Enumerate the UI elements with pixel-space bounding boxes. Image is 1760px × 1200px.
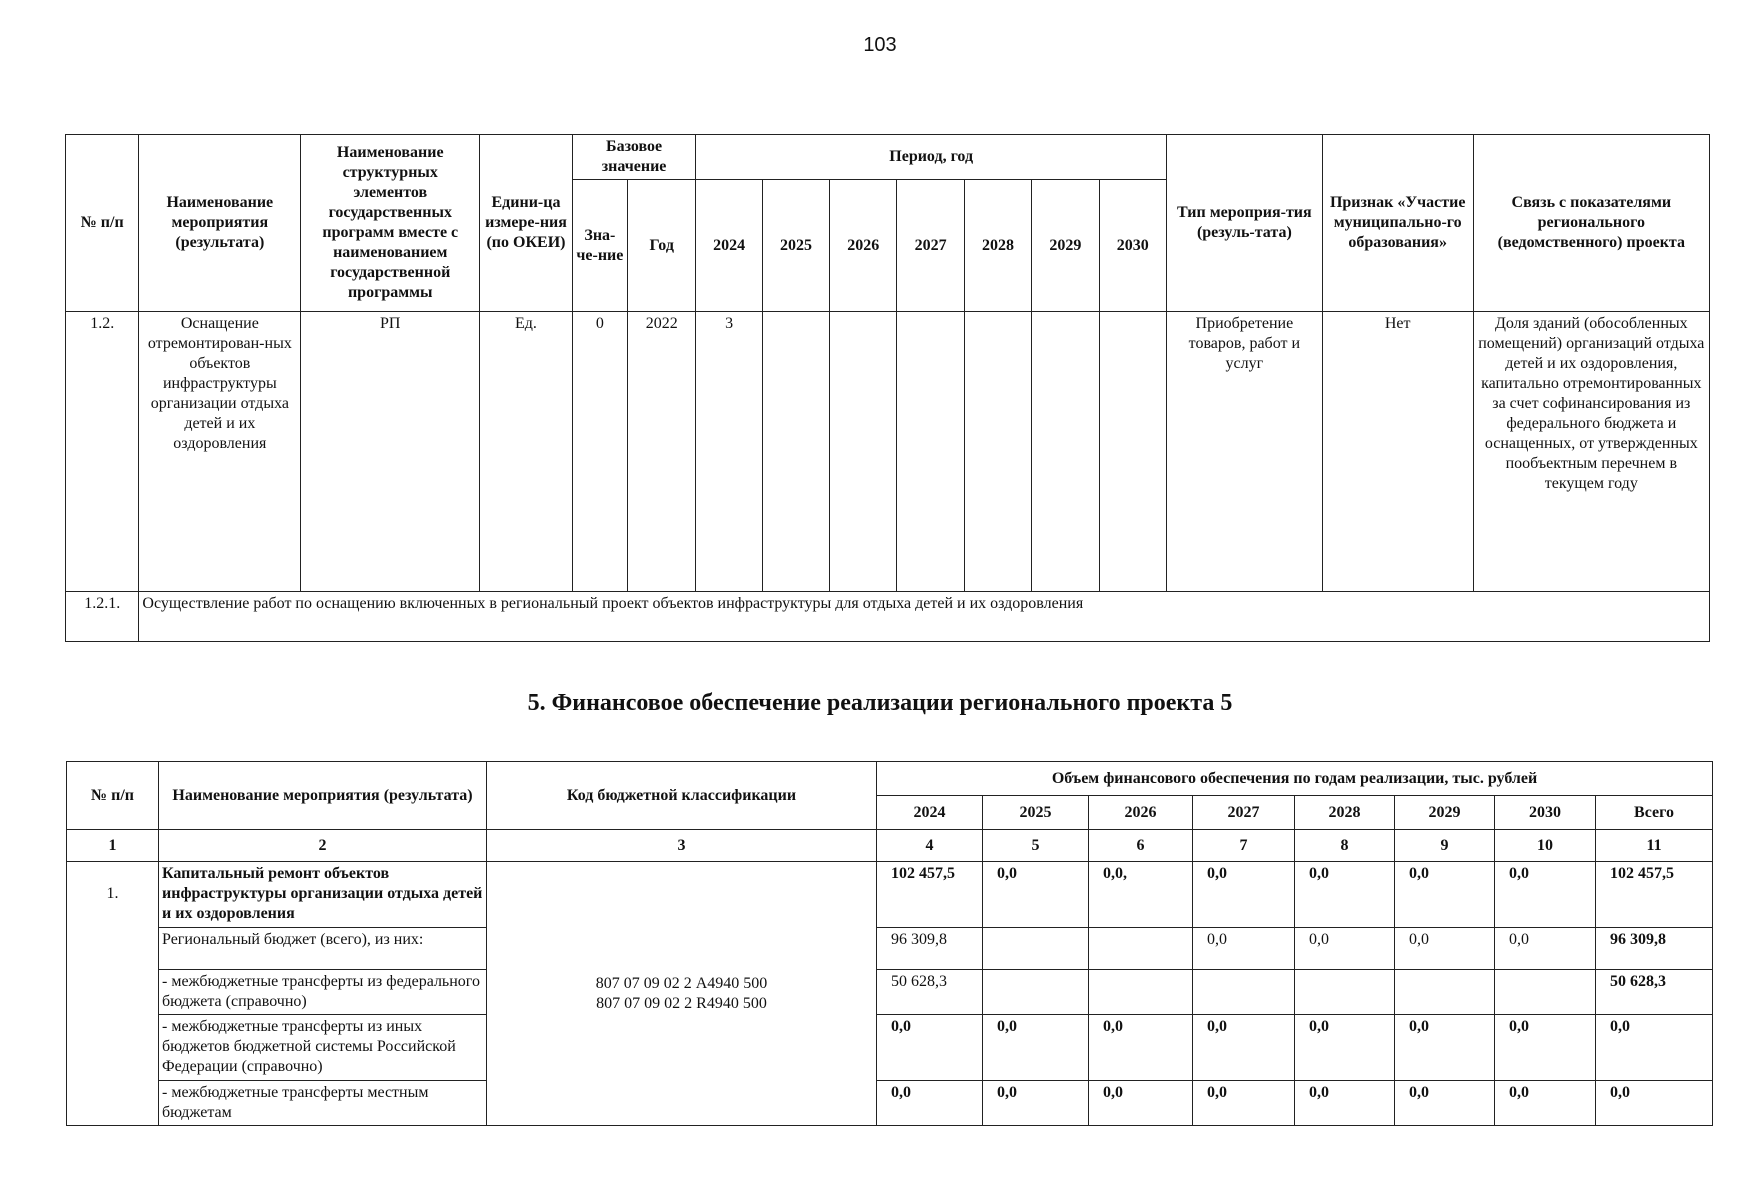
table-row [67, 1015, 1713, 1081]
index-cell: 4 [877, 830, 983, 862]
table-row [66, 592, 1710, 642]
header-year: 2024 [696, 180, 762, 312]
sub-num: 1.2.1. [66, 592, 139, 642]
header-year: 2025 [983, 796, 1089, 830]
value-cell: 0,0 [1193, 1015, 1295, 1081]
header-name: Наименование мероприятия (результата) [159, 762, 487, 830]
row-num: 1. [67, 862, 159, 1126]
row-name: - межбюджетные трансферты местным бюджетам [159, 1081, 487, 1126]
budget-code-text: 807 07 09 02 2 А4940 500 807 07 09 02 2 R4940 500 [595, 974, 768, 1012]
header-num: № п/п [66, 135, 139, 312]
value-cell: 0,0 [1193, 862, 1295, 928]
header-year: 2030 [1495, 796, 1596, 830]
header-num: № п/п [67, 762, 159, 830]
value-cell: 0,0 [1295, 1015, 1395, 1081]
value-cell: 0,0 [1495, 1015, 1596, 1081]
row-struct: РП [301, 312, 480, 592]
value-cell: 0,0 [1395, 1081, 1495, 1126]
header-municipal: Признак «Участие муниципально-го образования» [1322, 135, 1473, 312]
sub-text: Осуществление работ по оснащению включенных в региональный проект объектов инфраструктуры для отдыха детей и их оздоровления [139, 592, 1710, 642]
total-cell: 102 457,5 [1596, 862, 1713, 928]
value-cell: 0,0 [1089, 1015, 1193, 1081]
header-year: 2027 [897, 180, 964, 312]
header-year: 2029 [1395, 796, 1495, 830]
row-2027 [897, 312, 964, 592]
table-row [67, 928, 1713, 970]
index-row [67, 830, 1713, 862]
row-2026 [830, 312, 897, 592]
header-year: 2028 [964, 180, 1031, 312]
index-cell: 8 [1295, 830, 1395, 862]
header-name: Наименование мероприятия (результата) [139, 135, 301, 312]
row-base-year: 2022 [628, 312, 696, 592]
value-cell: 0,0 [1495, 862, 1596, 928]
row-name: Капитальный ремонт объектов инфраструктуры организации отдыха детей и их оздоровления [159, 862, 487, 928]
row-2025 [762, 312, 829, 592]
row-link: Доля зданий (обособленных помещений) организаций отдыха детей и их оздоровления, капитально отремонтированных за счет софинансирования из федерального бюджета и оснащенных, от утвержденных пообъектным перечнем в текущем году [1473, 312, 1709, 592]
header-year: 2024 [877, 796, 983, 830]
header-year: 2029 [1032, 180, 1099, 312]
header-code: Код бюджетной классификации [487, 762, 877, 830]
table-row [67, 1081, 1713, 1126]
value-cell [983, 970, 1089, 1015]
value-cell [1395, 970, 1495, 1015]
header-total: Всего [1596, 796, 1713, 830]
index-cell: 1 [67, 830, 159, 862]
row-unit: Ед. [480, 312, 573, 592]
index-cell: 6 [1089, 830, 1193, 862]
value-cell: 102 457,5 [877, 862, 983, 928]
value-cell: 0,0 [983, 862, 1089, 928]
value-cell: 0,0 [1089, 1081, 1193, 1126]
value-cell [1495, 970, 1596, 1015]
value-cell: 96 309,8 [877, 928, 983, 970]
section-title: 5. Финансовое обеспечение реализации регионального проекта 5 [527, 690, 1233, 716]
row-2028 [964, 312, 1031, 592]
value-cell [1089, 928, 1193, 970]
row-municipal: Нет [1322, 312, 1473, 592]
value-cell: 0,0 [983, 1015, 1089, 1081]
row-name: - межбюджетные трансферты из иных бюджетов бюджетной системы Российской Федерации (справочно) [159, 1015, 487, 1081]
header-base-year: Год [628, 180, 696, 312]
value-cell: 0,0 [1395, 928, 1495, 970]
header-link: Связь с показателями регионального (ведомственного) проекта [1473, 135, 1709, 312]
header-year: 2030 [1099, 180, 1166, 312]
row-name: Оснащение отремонтирован-ных объектов инфраструктуры организации отдыха детей и их оздоровления [139, 312, 301, 592]
header-type: Тип мероприя-тия (резуль-тата) [1166, 135, 1322, 312]
table-row [67, 862, 1713, 928]
value-cell [1089, 970, 1193, 1015]
row-2024: 3 [696, 312, 762, 592]
table-row [66, 312, 1710, 592]
value-cell [1295, 970, 1395, 1015]
row-name: - межбюджетные трансферты из федерального бюджета (справочно) [159, 970, 487, 1015]
total-cell: 50 628,3 [1596, 970, 1713, 1015]
index-cell: 2 [159, 830, 487, 862]
header-year: 2026 [1089, 796, 1193, 830]
value-cell: 0,0 [877, 1081, 983, 1126]
value-cell: 0,0 [877, 1015, 983, 1081]
header-year: 2027 [1193, 796, 1295, 830]
index-cell: 10 [1495, 830, 1596, 862]
row-num: 1.2. [66, 312, 139, 592]
index-cell: 9 [1395, 830, 1495, 862]
measures-table [65, 134, 1710, 642]
header-struct: Наименование структурных элементов государственных программ вместе с наименованием государственной программы [301, 135, 480, 312]
value-cell [983, 928, 1089, 970]
value-cell: 0,0 [1295, 862, 1395, 928]
index-cell: 7 [1193, 830, 1295, 862]
index-cell: 11 [1596, 830, 1713, 862]
header-unit: Едини-ца измере-ния (по ОКЕИ) [480, 135, 573, 312]
value-cell [1193, 970, 1295, 1015]
budget-code [487, 862, 877, 1126]
header-year: 2028 [1295, 796, 1395, 830]
total-cell: 0,0 [1596, 1015, 1713, 1081]
value-cell: 0,0, [1089, 862, 1193, 928]
header-base: Базовое значение [572, 135, 696, 180]
row-type: Приобретение товаров, работ и услуг [1166, 312, 1322, 592]
value-cell: 0,0 [1295, 1081, 1395, 1126]
value-cell: 0,0 [1495, 928, 1596, 970]
value-cell: 0,0 [1395, 862, 1495, 928]
value-cell: 0,0 [1193, 1081, 1295, 1126]
header-year: 2026 [830, 180, 897, 312]
index-cell: 5 [983, 830, 1089, 862]
value-cell: 0,0 [1495, 1081, 1596, 1126]
total-cell: 0,0 [1596, 1081, 1713, 1126]
header-base-value: Зна-че-ние [572, 180, 627, 312]
row-name: Региональный бюджет (всего), из них: [159, 928, 487, 970]
total-cell: 96 309,8 [1596, 928, 1713, 970]
header-volume: Объем финансового обеспечения по годам реализации, тыс. рублей [877, 762, 1713, 796]
value-cell: 0,0 [1295, 928, 1395, 970]
page-number: 103 [863, 34, 897, 56]
value-cell: 50 628,3 [877, 970, 983, 1015]
row-base-value: 0 [572, 312, 627, 592]
table-row [67, 970, 1713, 1015]
value-cell: 0,0 [1193, 928, 1295, 970]
header-year: 2025 [762, 180, 829, 312]
row-2030 [1099, 312, 1166, 592]
index-cell: 3 [487, 830, 877, 862]
finance-table [66, 761, 1713, 1126]
row-2029 [1032, 312, 1099, 592]
value-cell: 0,0 [983, 1081, 1089, 1126]
header-period: Период, год [696, 135, 1167, 180]
value-cell: 0,0 [1395, 1015, 1495, 1081]
